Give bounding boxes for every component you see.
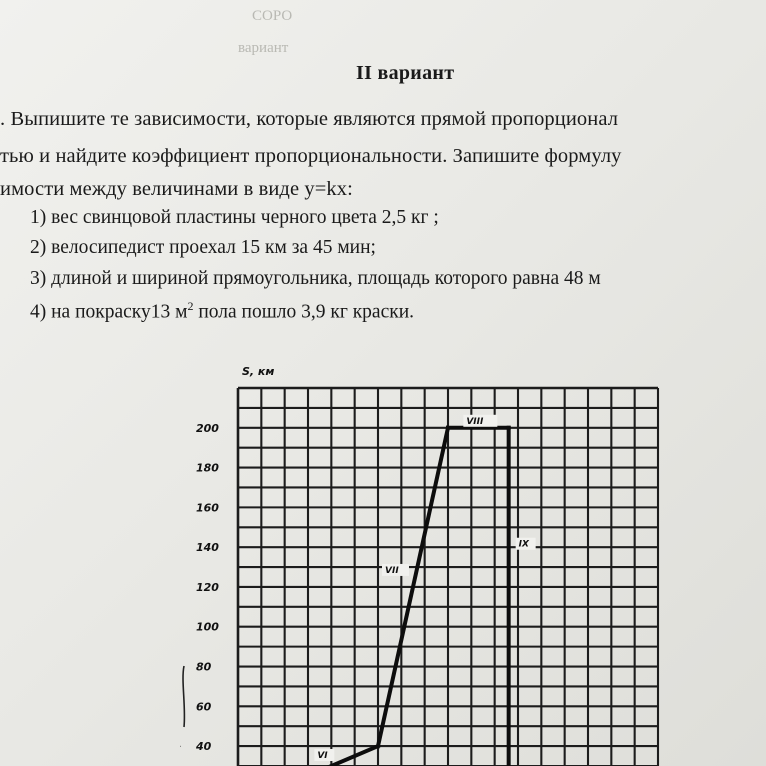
item-number: 1) [30,207,47,228]
task-text-line-3: имости между величинами в виде y=kx: [0,178,353,200]
item-text: длиной и шириной прямоугольника, площадь которого равна 48 м [51,268,601,289]
graph-series [285,428,509,766]
y-tick-label: 180 [196,461,219,475]
y-axis-label: S, км [242,365,275,378]
segment-label: VII [385,565,399,576]
graph-grid [238,388,658,766]
item-text: велосипедист проехал 15 км за 45 мин; [51,237,376,258]
plant-sketch [180,666,184,750]
task-text-line-2: тью и найдите коэффициент пропорциональности. Запишите формулу [0,145,622,167]
item-superscript: 2 [187,299,194,313]
y-tick-label: 40 [196,740,212,754]
task-text-line-1: . Выпишите те зависимости, которые являются прямой пропорционал [0,108,619,130]
segment-label: VIII [466,416,484,427]
list-item [30,237,376,259]
y-tick-label: 80 [196,660,212,674]
y-axis-ticks [195,422,219,753]
y-tick-label: 140 [196,541,219,555]
item-number: 2) [30,237,47,258]
item-number: 3) [30,268,47,289]
bleed-through-text: вариант [238,40,289,56]
segment-label: VI [317,751,328,761]
item-number: 4) [30,301,47,323]
y-tick-label: 200 [196,421,219,435]
y-tick-label: 160 [196,501,219,515]
variant-title: II вариант [356,62,455,84]
segment-label: IX [518,539,529,550]
item-text: вес свинцовой пластины черного цвета 2,5 кг ; [51,207,439,228]
y-tick-label: 120 [196,580,219,594]
y-tick-label: 60 [196,700,212,714]
list-item [30,299,414,324]
list-item [30,268,601,290]
item-text: на покраску13 м [51,301,188,323]
distance-time-graph [180,355,680,766]
list-item [30,207,439,229]
bleed-through-text: СОРО [252,8,293,24]
item-text-tail: пола пошло 3,9 кг краски. [193,301,415,323]
y-tick-label: 100 [196,620,219,634]
